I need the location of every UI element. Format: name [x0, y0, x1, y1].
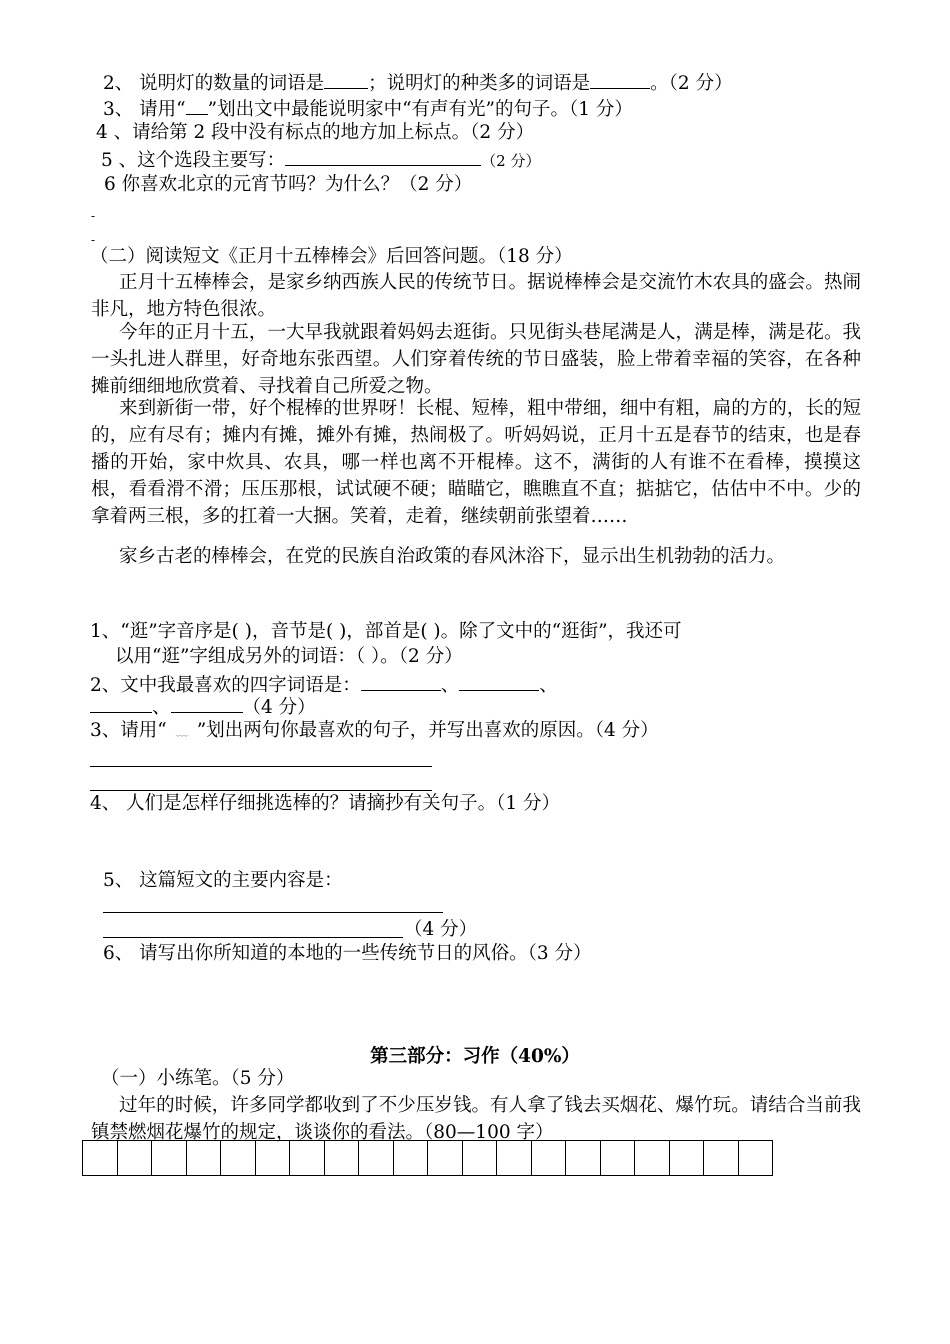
passage-paragraph: 家乡古老的棒棒会，在党的民族自治政策的春风沐浴下，显示出生机勃勃的活力。 [119, 546, 786, 567]
answer-blank[interactable] [590, 70, 650, 89]
writing-grid[interactable] [82, 1140, 773, 1176]
grid-cell[interactable] [566, 1140, 601, 1176]
r2-question-2: 2、文中我最喜欢的四字词语是： 、 、 [90, 672, 558, 698]
grid-cell[interactable] [463, 1140, 498, 1176]
r2-question-1-cont: 以用“逛”字组成另外的词语：（ ）。（2 分） [115, 646, 463, 667]
answer-line[interactable] [103, 937, 403, 938]
subsection-heading: （一）小练笔。（5 分） [101, 1068, 295, 1089]
grid-cell[interactable] [221, 1140, 256, 1176]
question-3: 3、 请用“ ”划出文中最能说明家中“有声有光”的句子。（1 分） [103, 96, 633, 122]
question-2: 2、 说明灯的数量的词语是 ；说明灯的种类多的词语是 。（2 分） [103, 70, 733, 96]
answer-blank[interactable] [171, 694, 243, 713]
answer-line[interactable] [90, 790, 432, 791]
marker: - [91, 233, 96, 247]
question-5: 5 、这个选段主要写： （2 分） [101, 147, 540, 173]
r2-question-1: 1、“逛”字音序是( )，音节是( )，部首是( )。除了文中的“逛街”，我还可 [90, 621, 682, 642]
answer-blank[interactable] [285, 147, 481, 166]
grid-cell[interactable] [187, 1140, 222, 1176]
grid-cell[interactable] [428, 1140, 463, 1176]
answer-line[interactable] [103, 912, 443, 913]
r2-question-6: 6、 请写出你所知道的本地的一些传统节日的风俗。（3 分） [103, 943, 592, 964]
passage-paragraph: 正月十五棒棒会，是家乡纳西族人民的传统节日。据说棒棒会是交流竹木农具的盛会。热闹非凡，地方特色很浓。 [91, 272, 861, 320]
r2-question-5-score: （4 分） [404, 919, 478, 940]
grid-cell[interactable] [532, 1140, 567, 1176]
question-6: 6 你喜欢北京的元宵节吗？为什么？（2 分） [104, 174, 473, 195]
grid-cell[interactable] [635, 1140, 670, 1176]
wavy-underline-icon: ﹏ [175, 724, 188, 738]
passage-paragraph: 今年的正月十五，一大早我就跟着妈妈去逛街。只见街头巷尾满是人，满是棒，满是花。我一头扎进人群里，好奇地东张西望。人们穿着传统的节日盛装，脸上带着幸福的笑容，在各种摊前细细地欣赏着、寻找着自己所爱之物。 [91, 322, 861, 397]
grid-cell[interactable] [601, 1140, 636, 1176]
grid-cell[interactable] [704, 1140, 739, 1176]
grid-cell[interactable] [83, 1140, 118, 1176]
underline-sample [186, 96, 208, 115]
grid-cell[interactable] [256, 1140, 291, 1176]
grid-cell[interactable] [394, 1140, 429, 1176]
answer-blank[interactable] [361, 672, 441, 691]
section-title: 第三部分：习作（40%） [370, 1046, 580, 1067]
answer-blank[interactable] [324, 70, 368, 89]
reading-heading: （二）阅读短文《正月十五棒棒会》后回答问题。（18 分） [90, 246, 573, 267]
grid-cell[interactable] [670, 1140, 705, 1176]
r2-question-2-cont: 、 （4 分） [90, 694, 316, 720]
grid-cell[interactable] [497, 1140, 532, 1176]
grid-cell[interactable] [359, 1140, 394, 1176]
grid-cell[interactable] [325, 1140, 360, 1176]
answer-line[interactable] [90, 766, 432, 767]
answer-blank[interactable] [459, 672, 539, 691]
r2-question-5: 5、 这篇短文的主要内容是： [103, 870, 343, 891]
question-4: 4 、请给第 2 段中没有标点的地方加上标点。（2 分） [96, 122, 535, 143]
r2-question-3: 3、请用“ ﹏ ”划出两句你最喜欢的句子，并写出喜欢的原因。（4 分） [90, 720, 659, 741]
grid-cell[interactable] [290, 1140, 325, 1176]
writing-prompt: 过年的时候，许多同学都收到了不少压岁钱。有人拿了钱去买烟花、爆竹玩。请结合当前我镇禁燃烟花爆竹的规定，谈谈你的看法。（80—100 字） [91, 1095, 861, 1143]
grid-cell[interactable] [118, 1140, 153, 1176]
passage-paragraph: 来到新街一带，好个棍棒的世界呀！长棍、短棒，粗中带细，细中有粗，扁的方的，长的短的，应有尽有；摊内有摊，摊外有摊，热闹极了。听妈妈说，正月十五是春节的结束，也是春播的开始，家中炊具、农具，哪一样也离不开棍棒。这不，满街的人有谁不在看棒，摸摸这根，看看滑不滑；压压那根，试试硬不硬；瞄瞄它，瞧瞧直不直；掂掂它，估估中不中。少的拿着两三根，多的扛着一大捆。笑着，走着，继续朝前张望着…… [91, 398, 861, 527]
grid-cell[interactable] [152, 1140, 187, 1176]
grid-cell[interactable] [739, 1140, 774, 1176]
answer-blank[interactable] [90, 694, 152, 713]
marker: - [91, 209, 96, 223]
r2-question-4: 4、 人们是怎样仔细挑选棒的？请摘抄有关句子。（1 分） [90, 793, 561, 814]
